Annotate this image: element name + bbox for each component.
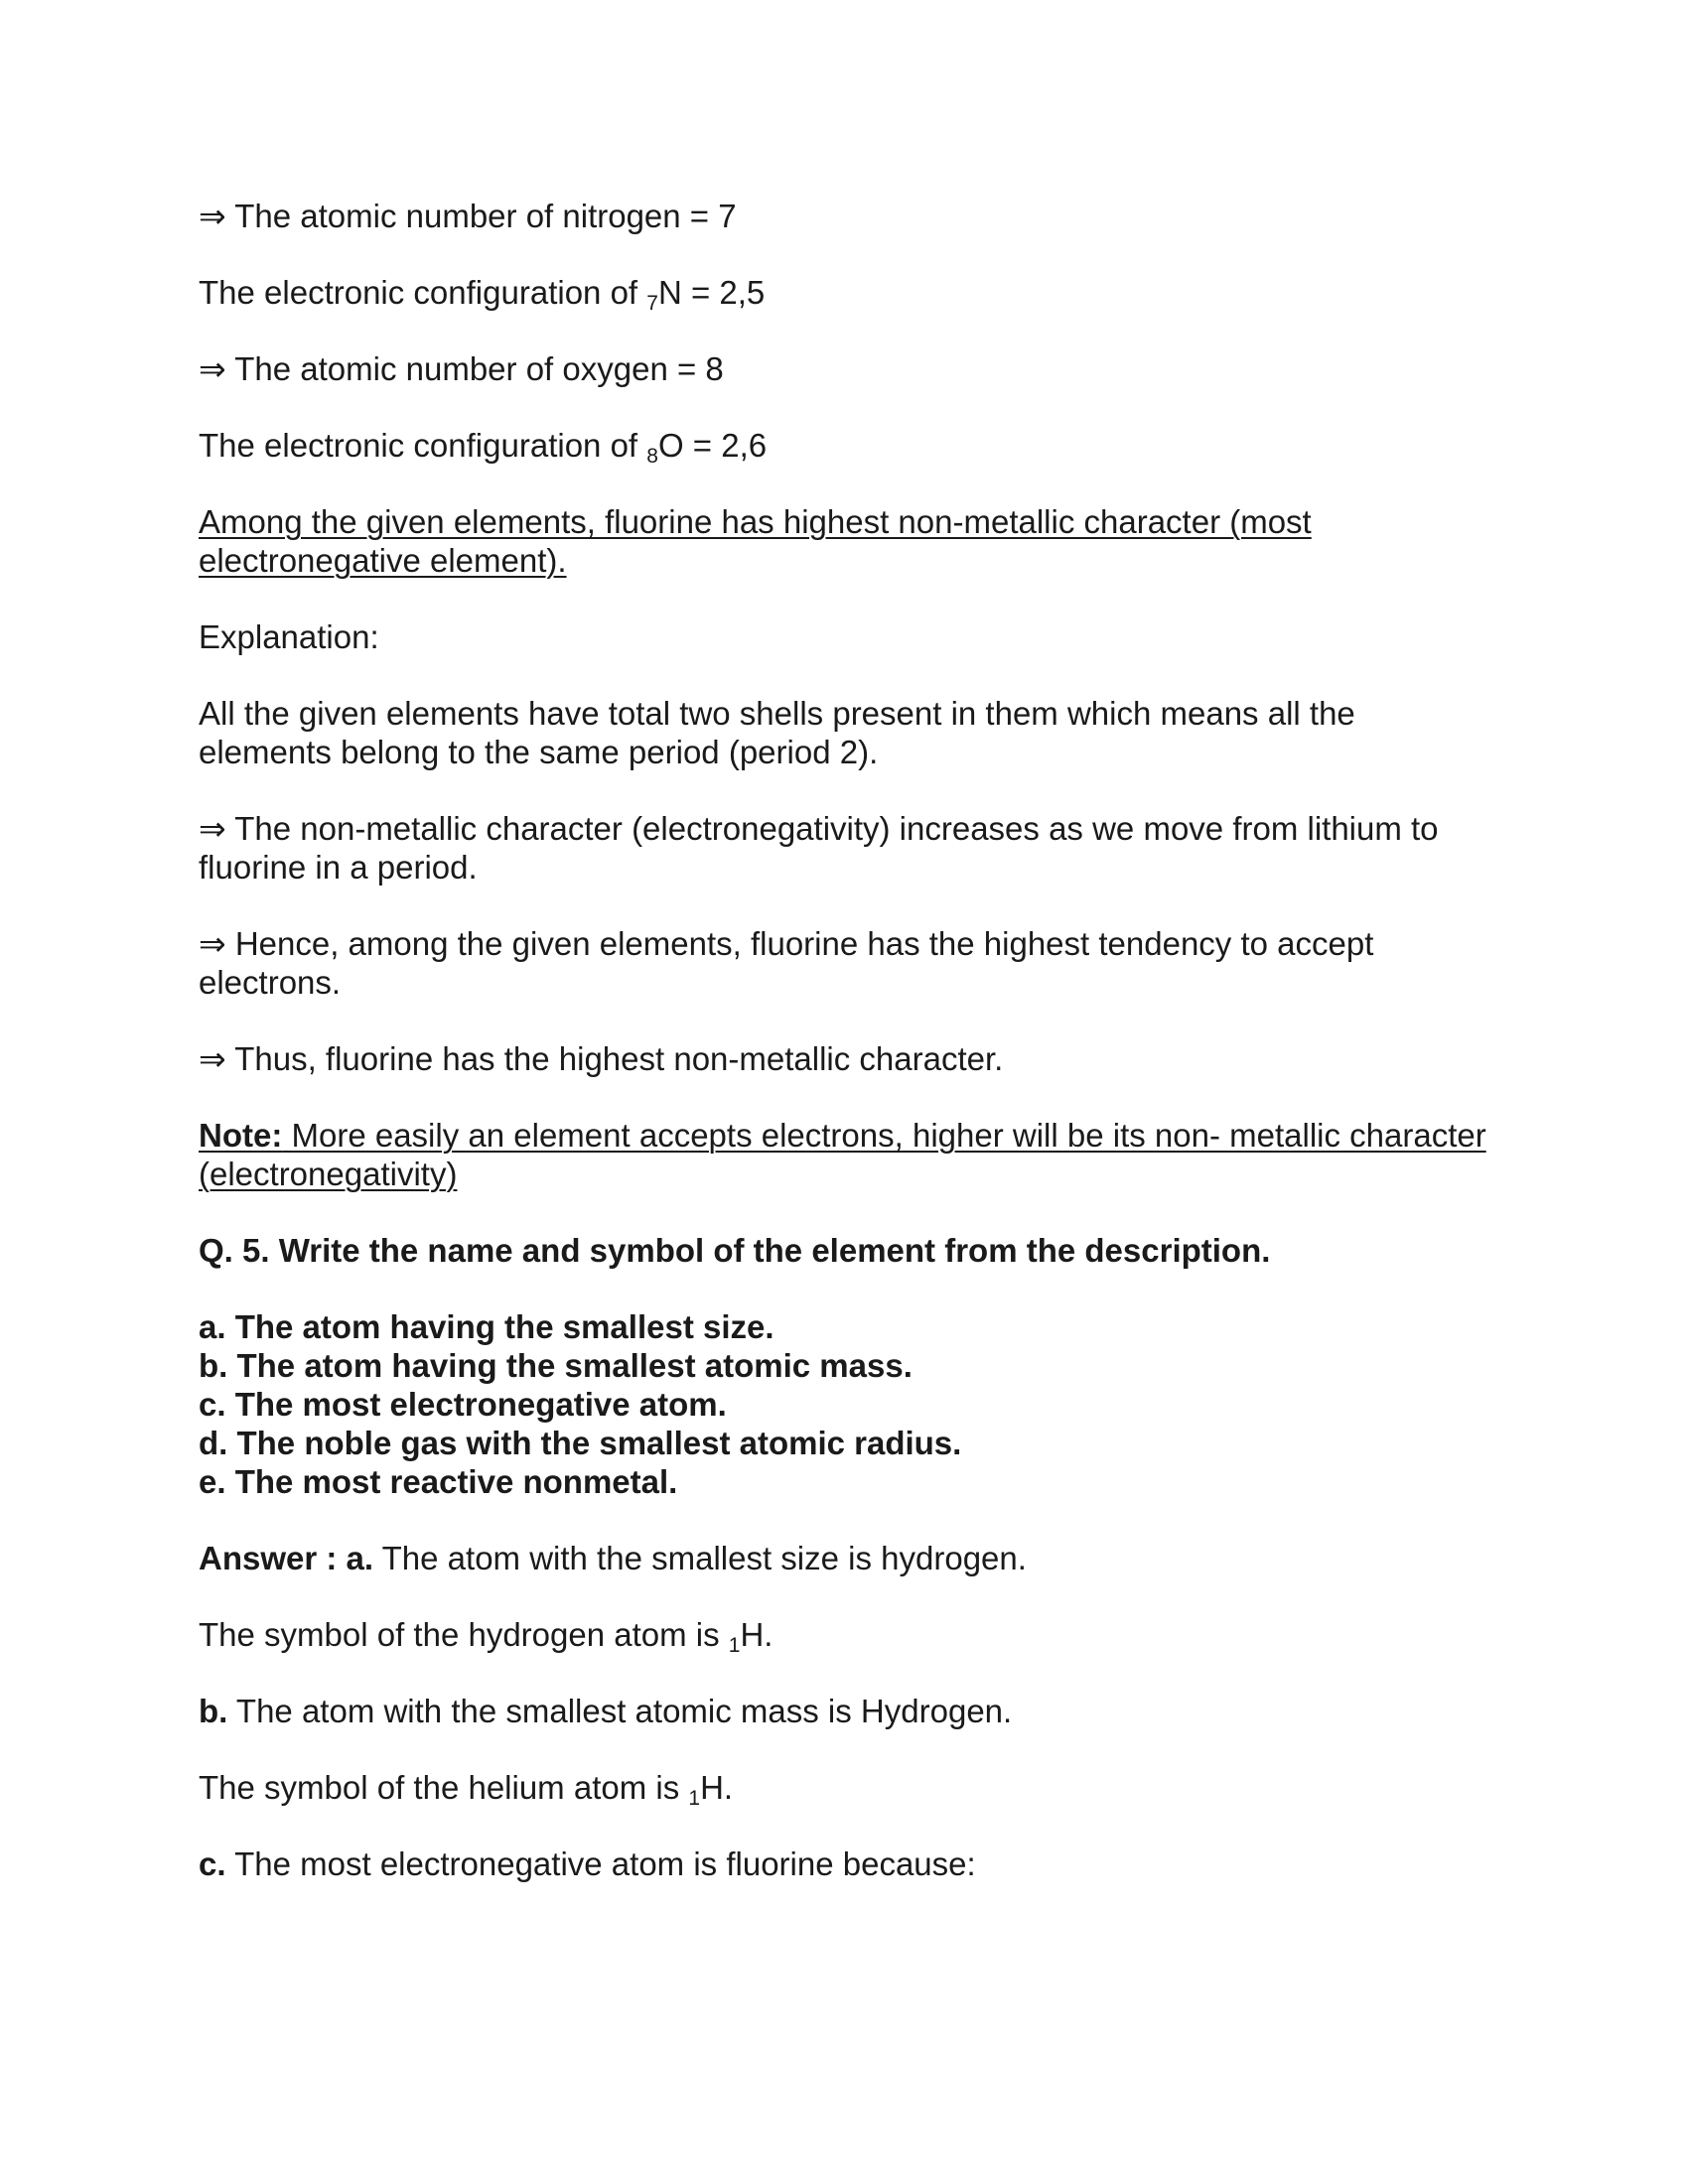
implies-arrow: ⇒ [199,810,226,847]
answer-b [199,1692,1489,1730]
answer-c [199,1844,1489,1883]
oxygen-configuration [199,426,1489,468]
nitrogen-atomic-number [199,197,1489,235]
hydrogen-symbol [199,1615,1489,1657]
trend-explanation-text: The non-metallic character (electronegativity) increases as we move from lithium to fluorine in a period. [199,810,1439,886]
nitrogen-configuration-post: N = 2,5 [657,274,766,311]
answer-b-text: The atom with the smallest atomic mass is Hydrogen. [235,1693,1013,1729]
question-item: c. The most electronegative atom. [199,1386,727,1423]
helium-symbol-pre: The symbol of the helium atom is [199,1769,689,1806]
oxygen-subscript: 8 [646,445,658,468]
nitrogen-subscript: 7 [646,292,658,315]
question-heading: Q. 5. Write the name and symbol of the element from the description. [199,1232,1271,1269]
oxygen-atomic-number-text: The atomic number of oxygen = 8 [234,350,724,387]
hydrogen-subscript: 1 [728,1634,741,1657]
tendency-explanation [199,924,1489,1002]
implies-arrow: ⇒ [199,350,226,387]
implies-arrow: ⇒ [199,198,226,234]
explanation-heading: Explanation: [199,618,379,655]
note-label: Note: [199,1117,283,1154]
answer-label: Answer : a. [199,1540,374,1576]
question-items [199,1307,1489,1501]
helium-symbol-post: H. [700,1769,734,1806]
answer-c-text: The most electronegative atom is fluorine because: [234,1845,976,1882]
thus-statement-text: Thus, fluorine has the highest non-metallic character. [234,1040,1004,1077]
oxygen-atomic-number [199,349,1489,388]
shells-explanation: All the given elements have total two shells present in them which means all the elements belong to the same period (period 2). [199,695,1355,770]
helium-symbol [199,1768,1489,1810]
oxygen-configuration-post: O = 2,6 [657,427,768,464]
hydrogen-symbol-post: H. [740,1616,774,1653]
nitrogen-configuration [199,273,1489,315]
implies-arrow: ⇒ [199,1040,226,1077]
nitrogen-configuration-pre: The electronic configuration of [199,274,647,311]
tendency-explanation-text: Hence, among the given elements, fluorine has the highest tendency to accept electrons. [199,925,1374,1001]
answer-b-label: b. [199,1693,228,1729]
question-item: d. The noble gas with the smallest atomic radius. [199,1425,962,1461]
answer-a [199,1539,1489,1577]
document-page [199,197,1489,1921]
helium-subscript: 1 [688,1787,701,1810]
answer-a-text: The atom with the smallest size is hydrogen. [381,1540,1027,1576]
note-paragraph [199,1116,1489,1193]
implies-arrow: ⇒ [199,925,226,962]
question-item: b. The atom having the smallest atomic mass. [199,1347,913,1384]
nitrogen-atomic-number-text: The atomic number of nitrogen = 7 [234,198,737,234]
answer-c-label: c. [199,1845,226,1882]
thus-statement [199,1039,1489,1078]
note-text: More easily an element accepts electrons, higher will be its non- metallic character (electronegativity) [199,1117,1486,1192]
oxygen-configuration-pre: The electronic configuration of [199,427,647,464]
hydrogen-symbol-pre: The symbol of the hydrogen atom is [199,1616,729,1653]
conclusion-statement: Among the given elements, fluorine has highest non-metallic character (most electronegative element). [199,503,1312,579]
question-item: e. The most reactive nonmetal. [199,1463,678,1500]
question-item: a. The atom having the smallest size. [199,1308,774,1345]
trend-explanation [199,809,1489,887]
